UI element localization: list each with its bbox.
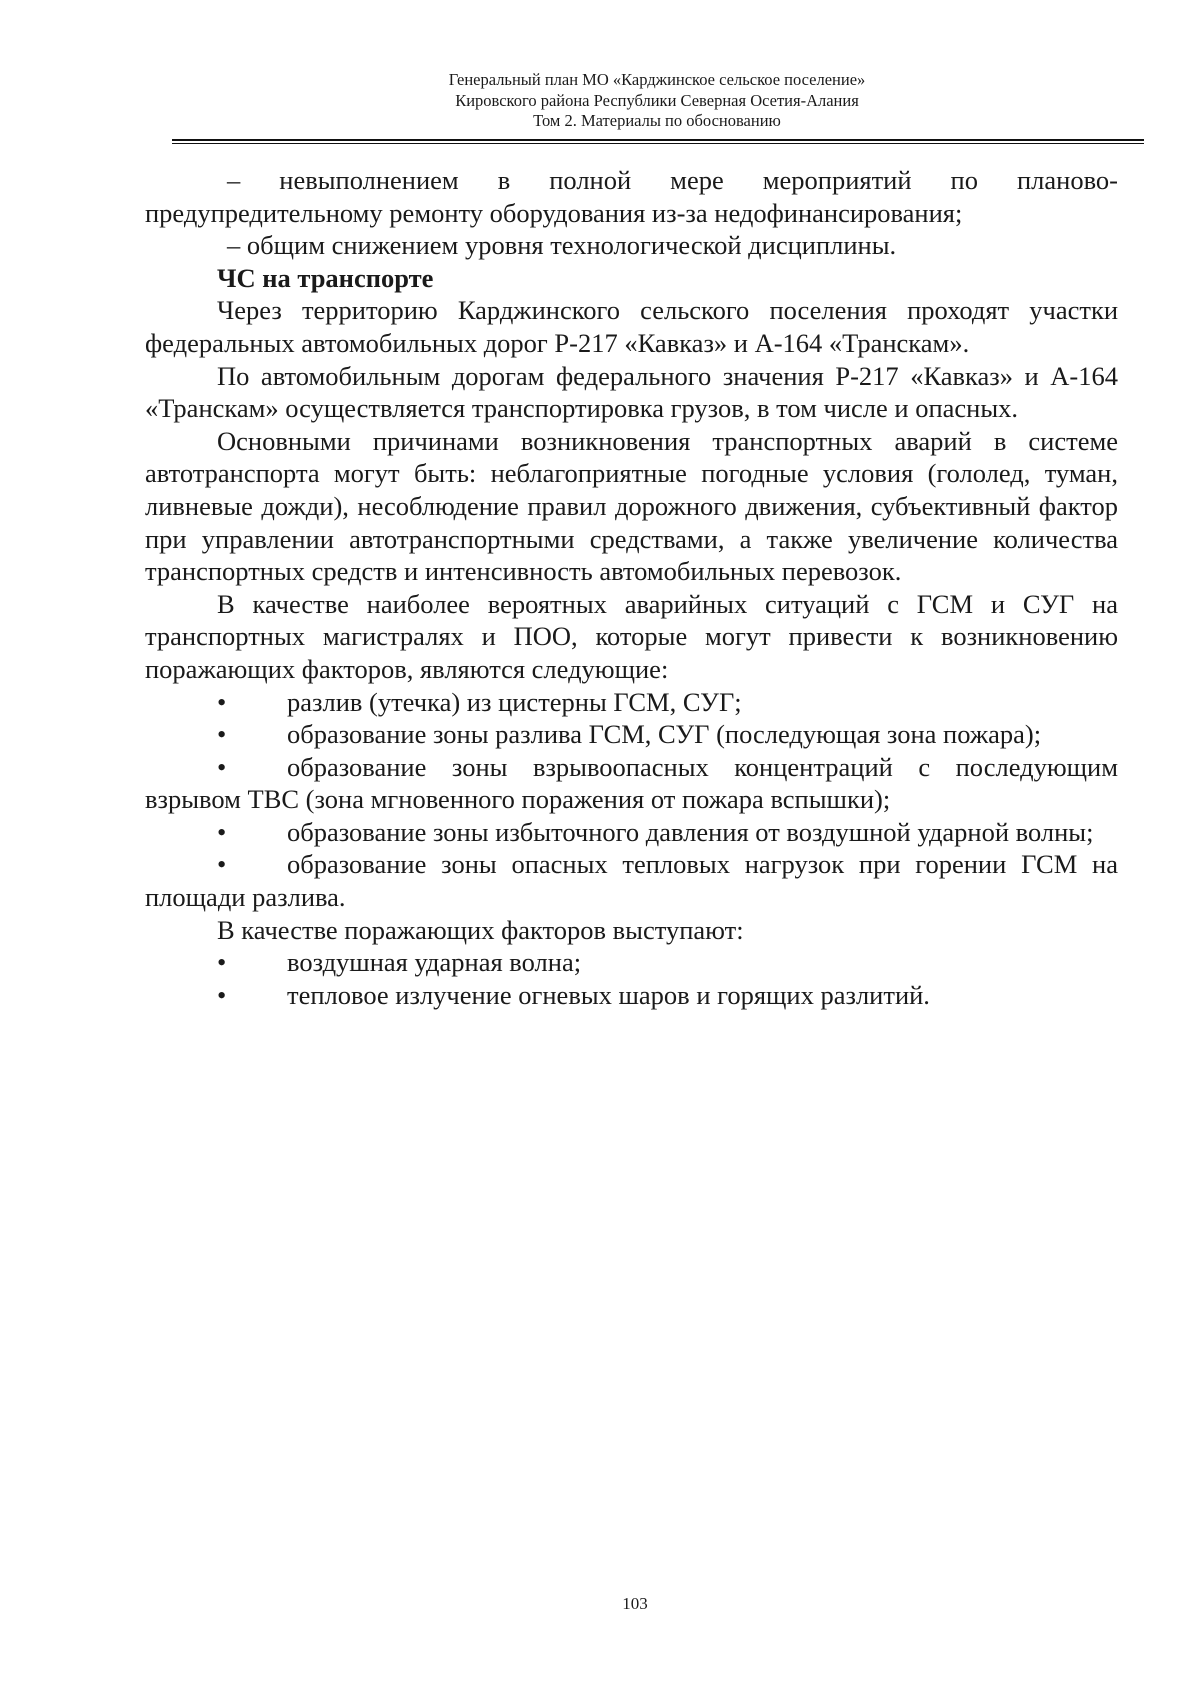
bullet-item-text: воздушная ударная волна;	[287, 947, 582, 978]
bullet-marker: •	[217, 686, 227, 717]
bullet-marker: •	[217, 816, 227, 847]
bullet-item	[145, 686, 1118, 719]
bullet-item-text: образование зоны взрывоопасных концентраций с последующим взрывом ТВС (зона мгновенного поражения от пожара вспышки);	[145, 751, 1118, 815]
bullet-marker: •	[217, 719, 227, 750]
section-heading: ЧС на транспорте	[217, 262, 434, 293]
bullet-marker: •	[217, 849, 227, 880]
bullet-item	[145, 979, 1118, 1012]
bullet-marker: •	[217, 947, 227, 978]
header-line-1: Генеральный план МО «Карджинское сельское поселение»	[448, 70, 866, 89]
dash-marker: –	[227, 165, 241, 195]
header-line-3: Том 2. Материалы по обоснованию	[533, 111, 781, 130]
paragraph: В качестве поражающих факторов выступают:	[217, 914, 744, 945]
bullet-item-text: тепловое излучение огневых шаров и горящих разлитий.	[287, 979, 930, 1010]
bullet-item-text: разлив (утечка) из цистерны ГСМ, СУГ;	[287, 686, 742, 717]
dash-item	[145, 229, 1118, 262]
dash-item-text: невыполнением в полной мере мероприятий по планово-предупредительному ремонту оборудования из-за недофинансирования;	[145, 165, 1118, 228]
paragraph: Основными причинами возникновения транспортных аварий в системе автотранспорта могут быть: неблагоприятные погодные условия (гололед, туман, ливневые дожди), несоблюдение правил дорожного движения, субъективный фактор при управлении автотранспортными средствами, а также увеличение количества транспортных средств и интенсивность автомобильных перевозок.	[145, 425, 1118, 587]
bullet-item-text: образование зоны избыточного давления от воздушной ударной волны;	[287, 816, 1094, 847]
header-divider	[172, 139, 1144, 144]
paragraph: Через территорию Карджинского сельского поселения проходят участки федеральных автомобильных дорог Р-217 «Кавказ» и А-164 «Транскам».	[145, 295, 1118, 358]
bullet-item	[145, 946, 1118, 979]
paragraph: По автомобильным дорогам федерального значения Р-217 «Кавказ» и А-164 «Транскам» осуществляется транспортировка грузов, в том числе и опасных.	[145, 360, 1118, 424]
paragraph: В качестве наиболее вероятных аварийных ситуаций с ГСМ и СУГ на транспортных магистралях и ПОО, которые могут привести к возникновению поражающих факторов, являются следующие:	[145, 588, 1118, 684]
bullet-marker: •	[217, 979, 227, 1010]
dash-item-text: общим снижением уровня технологической дисциплины.	[246, 230, 897, 261]
dash-item	[145, 164, 1118, 229]
bullet-item-text: образование зоны опасных тепловых нагрузок при горении ГСМ на площади разлива.	[145, 849, 1118, 913]
bullet-item-text: образование зоны разлива ГСМ, СУГ (последующая зона пожара);	[287, 719, 1042, 750]
bullet-item	[145, 718, 1118, 751]
bullet-marker: •	[217, 751, 227, 782]
page-number: 103	[622, 1594, 648, 1613]
header-line-2: Кировского района Республики Северная Осетия-Алания	[455, 90, 859, 110]
page-body	[145, 164, 1118, 1011]
bullet-item	[145, 816, 1118, 849]
bullet-item	[145, 848, 1118, 913]
dash-marker: –	[227, 230, 241, 261]
bullet-item	[145, 751, 1118, 816]
page-header	[172, 70, 1142, 132]
